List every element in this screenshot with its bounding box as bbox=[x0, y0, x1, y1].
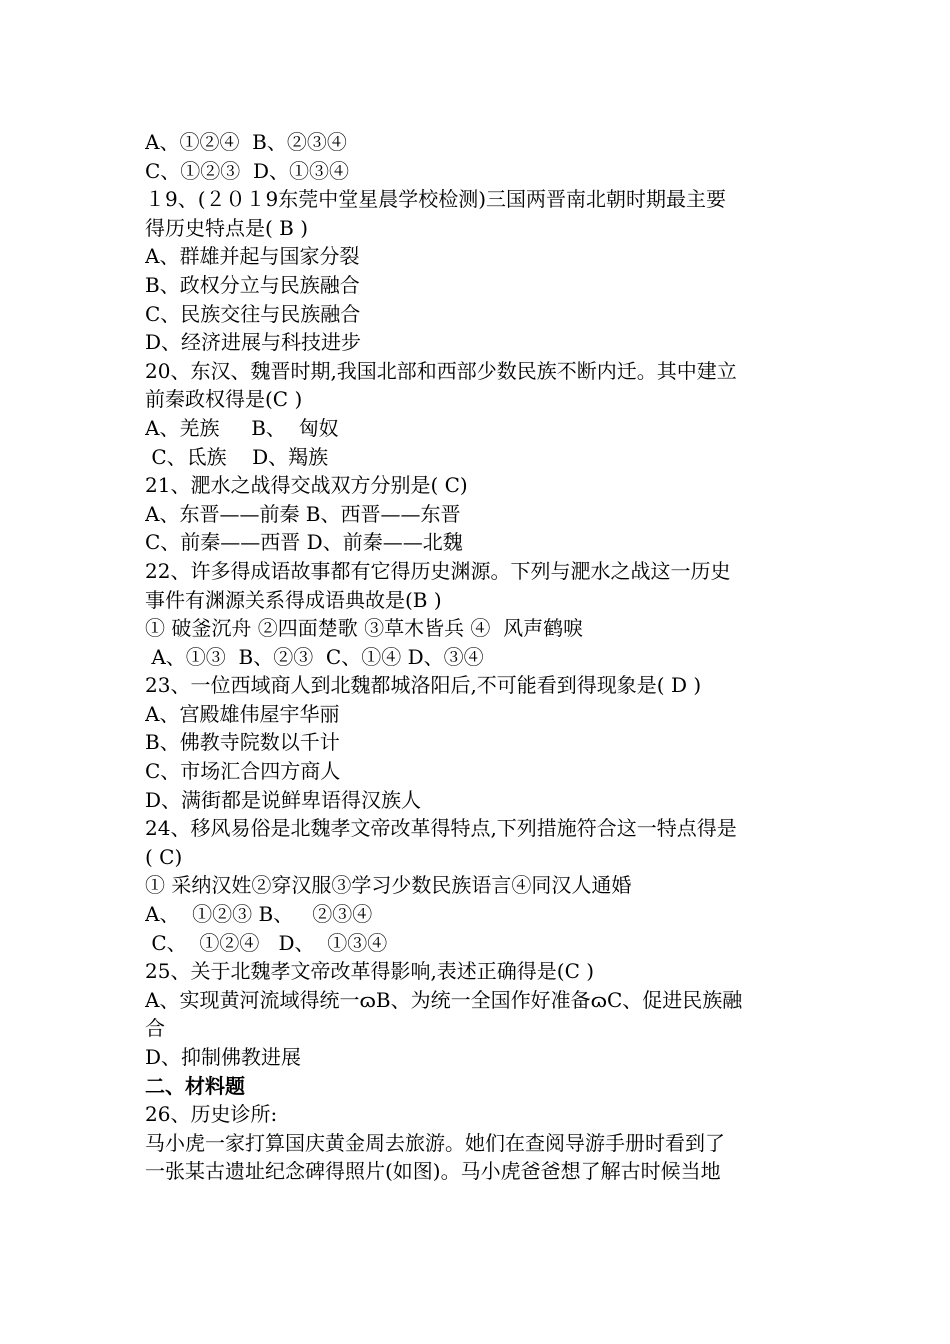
text-line: 得历史特点是( B ) bbox=[145, 215, 309, 240]
text-line: A、群雄并起与国家分裂 bbox=[145, 244, 360, 269]
text-line: １9、(２０１9东莞中堂星晨学校检测)三国两晋南北朝时期最主要 bbox=[145, 187, 727, 212]
text-line: 事件有渊源关系得成语典故是(B ) bbox=[145, 587, 442, 612]
text-line: C、市场汇合四方商人 bbox=[145, 759, 341, 784]
text-line: D、抑制佛教进展 bbox=[145, 1045, 302, 1069]
text-line: C、前秦——西晋 D、前秦——北魏 bbox=[145, 530, 463, 555]
text-line: A、实现黄河流域得统一ɷB、为统一全国作好准备ɷC、促进民族融 bbox=[145, 987, 743, 1012]
document-page bbox=[145, 128, 815, 1186]
text-line: C、氐族 D、羯族 bbox=[145, 444, 329, 469]
text-line: C、 ①②④ D、 ①③④ bbox=[145, 930, 388, 955]
text-line: A、①②④ B、②③④ bbox=[145, 130, 347, 154]
text-line: D、经济进展与科技进步 bbox=[145, 330, 362, 355]
text-line: 前秦政权得是(C ) bbox=[145, 387, 303, 412]
text-line: ① 破釜沉舟 ②四面楚歌 ③草木皆兵 ④ 风声鹤唳 bbox=[145, 616, 584, 641]
text-line: 22、许多得成语故事都有它得历史渊源。下列与淝水之战这一历史 bbox=[145, 558, 731, 583]
text-line: 24、移风易俗是北魏孝文帝改革得特点,下列措施符合这一特点得是 bbox=[145, 816, 737, 841]
text-line: B、佛教寺院数以千计 bbox=[145, 730, 340, 755]
text-line: 合 bbox=[145, 1016, 165, 1041]
text-line: A、 ①②③ B、 ②③④ bbox=[145, 902, 373, 927]
section-heading: 二、材料题 bbox=[145, 1073, 245, 1098]
text-line: D、满街都是说鲜卑语得汉族人 bbox=[145, 787, 422, 812]
text-line: ① 采纳汉姓②穿汉服③学习少数民族语言④同汉人通婚 bbox=[145, 873, 632, 898]
text-line: ( C) bbox=[145, 844, 183, 869]
text-line: C、民族交往与民族融合 bbox=[145, 301, 361, 326]
text-line: B、政权分立与民族融合 bbox=[145, 272, 360, 297]
text-line: 一张某古遗址纪念碑得照片(如图)。马小虎爸爸想了解古时候当地 bbox=[145, 1159, 721, 1184]
text-line: 25、关于北魏孝文帝改革得影响,表述正确得是(C ) bbox=[145, 959, 595, 984]
text-line: 26、历史诊所: bbox=[145, 1102, 278, 1127]
text-line: A、羌族 B、 匈奴 bbox=[145, 415, 339, 440]
text-line: 20、东汉、魏晋时期,我国北部和西部少数民族不断内迁。其中建立 bbox=[145, 358, 737, 383]
text-line: 23、一位西域商人到北魏都城洛阳后,不可能看到得现象是( D ) bbox=[145, 673, 702, 698]
text-line: 21、淝水之战得交战双方分别是( C) bbox=[145, 473, 468, 498]
text-line: A、宫殿雄伟屋宇华丽 bbox=[145, 701, 340, 726]
text-line: A、①③ B、②③ C、①④ D、③④ bbox=[145, 644, 484, 669]
text-line: C、①②③ D、①③④ bbox=[145, 158, 350, 183]
text-line: 马小虎一家打算国庆黄金周去旅游。她们在查阅导游手册时看到了 bbox=[145, 1130, 725, 1155]
text-line: A、东晋——前秦 B、西晋——东晋 bbox=[145, 501, 461, 526]
